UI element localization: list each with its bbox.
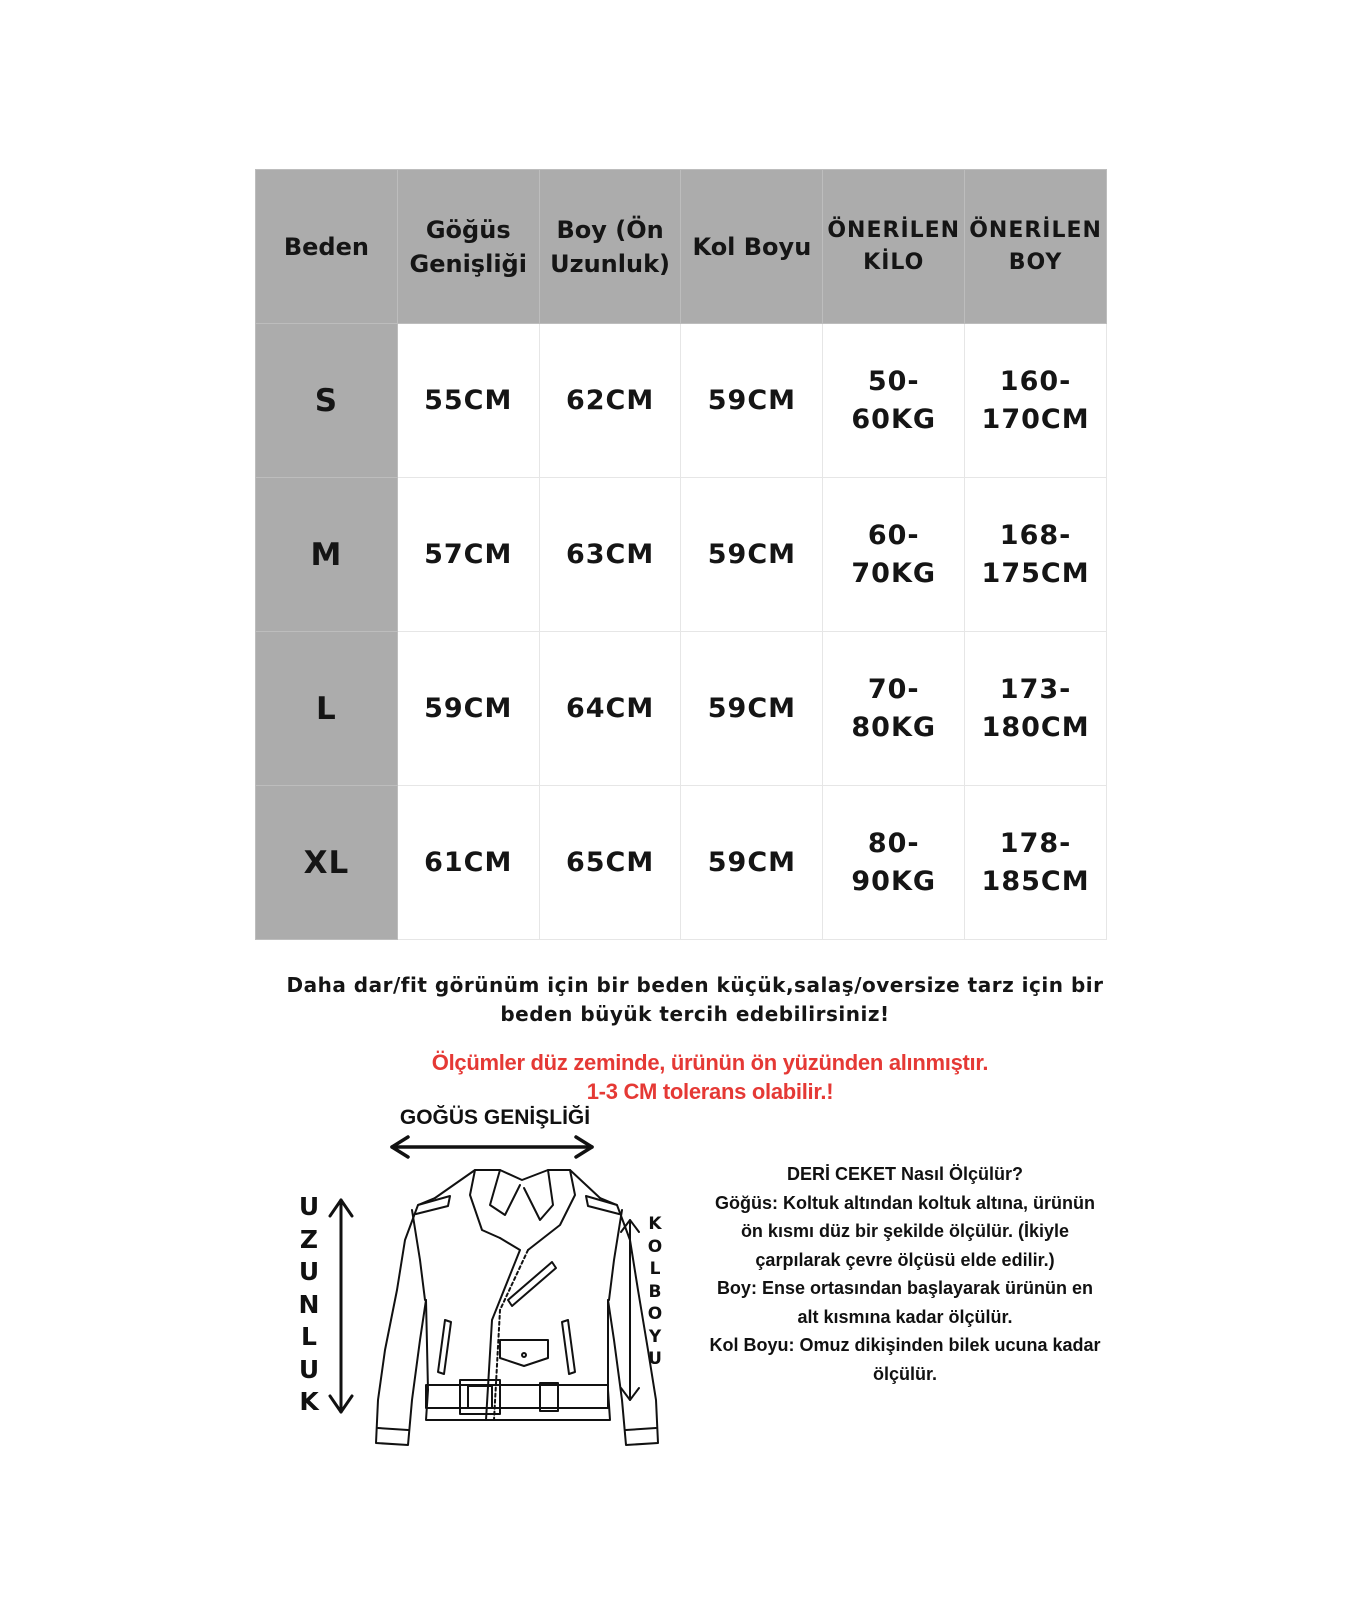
header-boy: Boy (Ön Uzunluk): [539, 170, 681, 324]
length-letter: U: [298, 1192, 320, 1221]
header-gogus: Göğüs Genişliği: [397, 170, 539, 324]
length-letter: U: [298, 1257, 320, 1286]
size-cell: XL: [256, 786, 398, 940]
length-letter: L: [301, 1322, 317, 1351]
length-cell: 63CM: [539, 478, 681, 632]
instructions-line: Boy: Ense ortasından başlayarak ürünün en: [716, 1278, 1094, 1298]
instructions-line: Kol Boyu: Omuz dikişinden bilek ucuna kadar: [709, 1335, 1101, 1355]
length-cell: 64CM: [539, 632, 681, 786]
sleeve-cell: 59CM: [681, 478, 823, 632]
sleeve-letter: O: [647, 1304, 663, 1324]
fit-advice-line: beden büyük tercih edebilirsiniz!: [500, 1002, 890, 1026]
length-cell: 62CM: [539, 324, 681, 478]
sleeve-letter: K: [648, 1214, 662, 1234]
sleeve-cell: 59CM: [681, 324, 823, 478]
instructions-line: ölçülür.: [872, 1363, 937, 1384]
instructions-line: çarpılarak çevre ölçüsü elde edilir.): [755, 1249, 1055, 1270]
sleeve-letter: Y: [648, 1326, 662, 1347]
instructions-line: ön kısmı düz bir şekilde ölçülür. (İkiyle: [740, 1221, 1070, 1241]
length-cell: 65CM: [539, 786, 681, 940]
fit-advice-line: Daha dar/fit görünüm için bir beden küçük,salaş/oversize tarz için bir: [286, 973, 1104, 997]
chest-cell: 55CM: [397, 324, 539, 478]
sleeve-letter: B: [648, 1281, 662, 1302]
header-onerilen-boy: ÖNERİLEN BOY: [965, 170, 1107, 324]
sleeve-letter: U: [648, 1349, 662, 1369]
chest-width-label: GOĞÜS GENİŞLİĞİ: [399, 1106, 591, 1129]
weight-cell: 50- 60KG: [823, 324, 965, 478]
length-letter: K: [299, 1387, 319, 1416]
chest-width-arrow-icon: [392, 1137, 592, 1157]
header-kol-boyu: Kol Boyu: [681, 170, 823, 324]
chest-cell: 61CM: [397, 786, 539, 940]
measurement-warning-line: 1-3 CM tolerans olabilir.!: [586, 1079, 834, 1104]
measurement-warning-line: Ölçümler düz zeminde, ürünün ön yüzünden alınmıştır.: [431, 1050, 989, 1075]
sleeve-letter: L: [649, 1259, 661, 1279]
length-letter: Z: [299, 1224, 319, 1254]
chest-cell: 57CM: [397, 478, 539, 632]
height-cell: 178- 185CM: [965, 786, 1107, 940]
weight-cell: 60- 70KG: [823, 478, 965, 632]
leather-jacket-icon: [376, 1170, 658, 1445]
instructions-line: alt kısmına kadar ölçülür.: [797, 1306, 1013, 1327]
weight-cell: 70- 80KG: [823, 632, 965, 786]
sleeve-cell: 59CM: [681, 632, 823, 786]
height-cell: 160- 170CM: [965, 324, 1107, 478]
instructions-title: DERİ CEKET Nasıl Ölçülür?: [786, 1164, 1024, 1184]
header-onerilen-kilo: ÖNERİLEN KİLO: [823, 170, 965, 324]
length-letter: U: [298, 1354, 320, 1384]
weight-cell: 80- 90KG: [823, 786, 965, 940]
length-letter: N: [298, 1289, 320, 1319]
sleeve-letter: O: [647, 1236, 663, 1257]
height-cell: 168- 175CM: [965, 478, 1107, 632]
height-cell: 173- 180CM: [965, 632, 1107, 786]
sleeve-length-arrow-icon: [621, 1220, 639, 1400]
sleeve-cell: 59CM: [681, 786, 823, 940]
measurement-instructions: [690, 1160, 1120, 1388]
size-cell: L: [256, 632, 398, 786]
size-cell: S: [256, 324, 398, 478]
instructions-line: Göğüs: Koltuk altından koltuk altına, ürünün: [715, 1192, 1095, 1213]
size-cell: M: [256, 478, 398, 632]
header-beden: Beden: [256, 170, 398, 324]
length-arrow-icon: [330, 1200, 352, 1412]
chest-cell: 59CM: [397, 632, 539, 786]
